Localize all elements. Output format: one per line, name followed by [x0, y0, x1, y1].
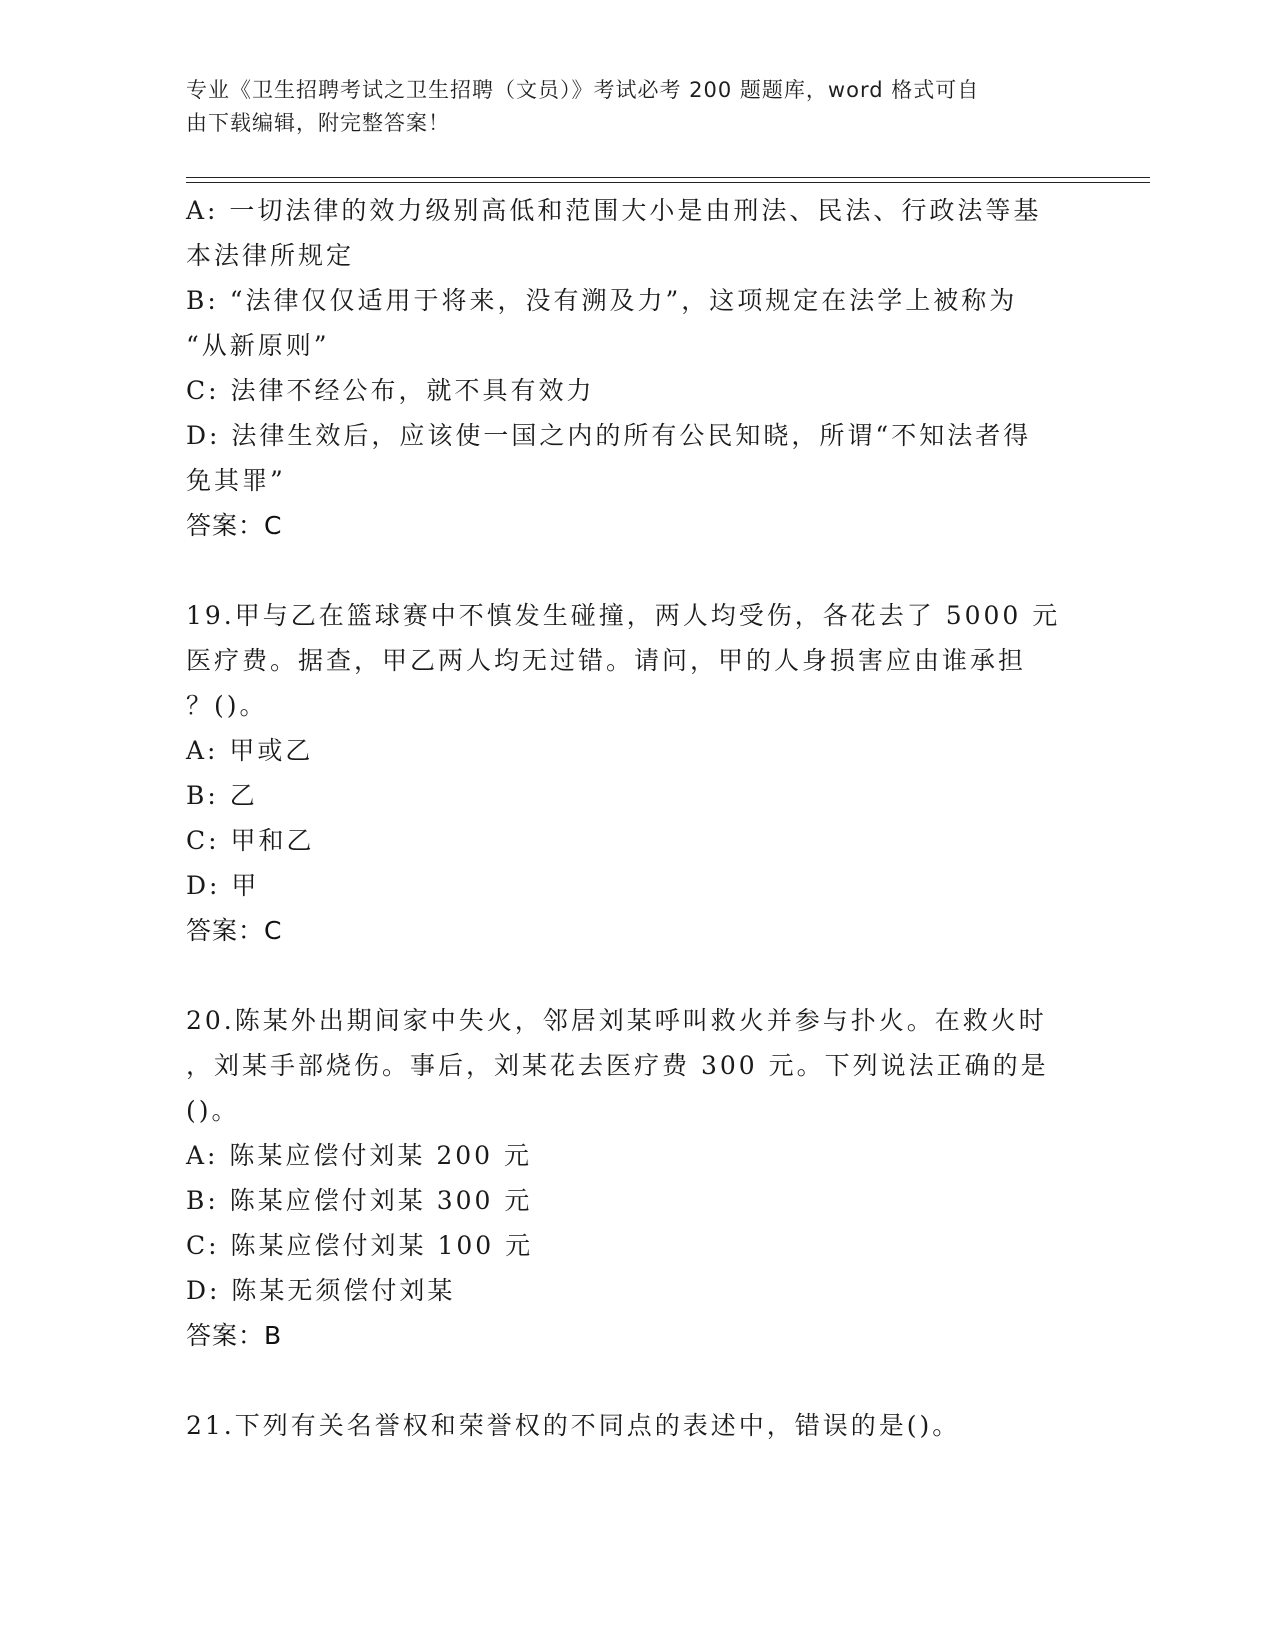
q19-option-a: A: 甲或乙	[186, 736, 314, 765]
q18-option-d-line-1: D: 法律生效后，应该使一国之内的所有公民知晓，所谓“不知法者得	[186, 421, 1032, 450]
q18-option-b-line-1: B: “法律仅仅适用于将来，没有溯及力”，这项规定在法学上被称为	[186, 286, 1018, 315]
document-header-note	[186, 74, 1066, 140]
header-line-2: 由下载编辑，附完整答案！	[186, 111, 450, 135]
q18-option-c: C: 法律不经公布，就不具有效力	[186, 376, 595, 405]
q19-option-b: B: 乙	[186, 781, 258, 810]
q21-stem-line-1: 21.下列有关名誉权和荣誉权的不同点的表述中，错误的是()。	[186, 1411, 961, 1440]
q20-option-b: B: 陈某应偿付刘某 300 元	[186, 1186, 533, 1215]
q20-option-d: D: 陈某无须偿付刘某	[186, 1276, 456, 1305]
spacer	[186, 1358, 1066, 1403]
question-19	[186, 593, 1066, 953]
q18-answer: 答案：C	[186, 511, 283, 540]
spacer	[186, 953, 1066, 998]
q20-stem-line-2: ，刘某手部烧伤。事后，刘某花去医疗费 300 元。下列说法正确的是	[186, 1051, 1049, 1080]
q20-stem-line-1: 20.陈某外出期间家中失火，邻居刘某呼叫救火并参与扑火。在救火时	[186, 1006, 1047, 1035]
header-divider-bottom	[186, 182, 1150, 183]
q19-answer: 答案：C	[186, 916, 283, 945]
spacer	[186, 548, 1066, 593]
q19-option-d: D: 甲	[186, 871, 260, 900]
q19-stem-line-2: 医疗费。据查，甲乙两人均无过错。请问，甲的人身损害应由谁承担	[186, 646, 1027, 675]
q18-option-a-line-2: 本法律所规定	[186, 241, 355, 270]
q19-stem-line-3: ？()。	[186, 691, 268, 720]
question-20	[186, 998, 1066, 1358]
q18-option-b-line-2: “从新原则”	[186, 331, 330, 360]
q20-option-c: C: 陈某应偿付刘某 100 元	[186, 1231, 534, 1260]
q18-option-d-line-2: 免其罪”	[186, 466, 286, 495]
q19-option-c: C: 甲和乙	[186, 826, 315, 855]
q20-answer: 答案：B	[186, 1321, 283, 1350]
q20-stem-line-3: ()。	[186, 1096, 240, 1125]
question-18-options	[186, 188, 1066, 548]
q18-option-a-line-1: A: 一切法律的效力级别高低和范围大小是由刑法、民法、行政法等基	[186, 196, 1042, 225]
header-line-1: 专业《卫生招聘考试之卫生招聘（文员）》考试必考 200 题题库，word 格式可自	[186, 78, 980, 102]
header-divider-top	[186, 177, 1150, 178]
q20-option-a: A: 陈某应偿付刘某 200 元	[186, 1141, 533, 1170]
question-content	[186, 188, 1066, 1448]
q19-stem-line-1: 19.甲与乙在篮球赛中不慎发生碰撞，两人均受伤，各花去了 5000 元	[186, 601, 1061, 630]
question-21	[186, 1403, 1066, 1448]
